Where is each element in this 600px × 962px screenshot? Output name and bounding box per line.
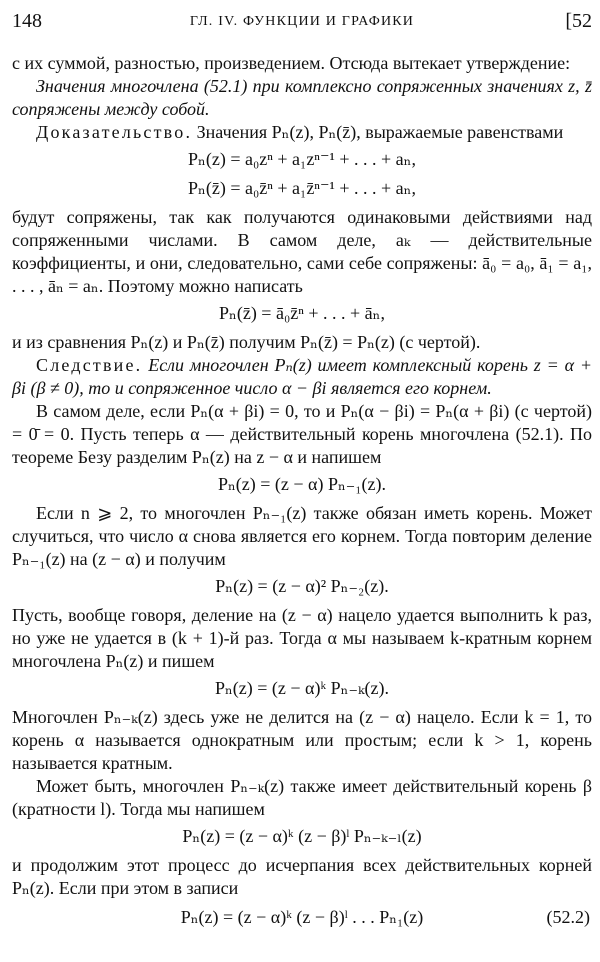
formula: Pₙ(z) = (z − α)ᵏ (z − β)ˡ . . . Pₙ₁(z) xyxy=(180,907,424,927)
corollary-label: Следствие. xyxy=(36,355,143,375)
paragraph: и из сравнения Pₙ(z) и Pₙ(z̄) получим Pₙ(z̄) = Pₙ(z) (с чертой). xyxy=(12,332,481,352)
numbered-formula xyxy=(12,906,592,929)
formula: Pₙ(z̄) = a₀z̄ⁿ + a₁z̄ⁿ⁻¹ + . . . + aₙ, xyxy=(188,178,416,198)
running-head: ГЛ. IV. ФУНКЦИИ И ГРАФИКИ xyxy=(189,14,415,29)
page-header xyxy=(12,10,592,38)
formula: Pₙ(z) = (z − α)ᵏ Pₙ₋ₖ(z). xyxy=(214,678,389,698)
corollary-text: Если многочлен Pₙ(z) имеет комплексный корень z = α + βi (β ≠ 0), то и сопряженное число α − βi является его корнем. xyxy=(12,355,592,398)
paragraph: Многочлен Pₙ₋ₖ(z) здесь уже не делится на (z − α) нацело. Если k = 1, то корень α называется однократным или простым; если k > 1, корень называется кратным. xyxy=(12,707,592,773)
paragraph: и продолжим этот процесс до исчерпания всех действительных корней Pₙ(z). Если при этом в записи xyxy=(12,855,592,898)
paragraph: будут сопряжены, так как получаются одинаковыми действиями над сопряженными числами. В самом деле, aₖ — действительные коэффициенты, и они, следовательно, сами себе сопряжены: ā₀ = a₀, ā₁ = a₁, . . . , āₙ = aₙ. Поэтому можно написать xyxy=(12,207,592,296)
formula: Pₙ(z) = (z − α)ᵏ (z − β)ˡ Pₙ₋ₖ₋ₗ(z) xyxy=(182,826,422,846)
formula: Pₙ(z̄) = ā₀z̄ⁿ + . . . + āₙ, xyxy=(219,303,385,323)
paragraph: с их суммой, разностью, произведением. Отсюда вытекает утверждение: xyxy=(12,53,571,73)
paragraph: Пусть, вообще говоря, деление на (z − α) нацело удается выполнить k раз, но уже не удается в (k + 1)-й раз. Тогда α мы называем k-кратным корнем многочлена Pₙ(z) и пишем xyxy=(12,605,592,671)
proof-text: Значения Pₙ(z), Pₙ(z̄), выражаемые равенствами xyxy=(192,122,564,142)
section-number: [52 xyxy=(565,10,592,32)
equation-number: (52.2) xyxy=(546,907,590,927)
formula: Pₙ(z) = (z − α)² Pₙ₋₂(z). xyxy=(215,576,389,596)
page-number: 148 xyxy=(12,10,42,32)
formula: Pₙ(z) = a₀zⁿ + a₁zⁿ⁻¹ + . . . + aₙ, xyxy=(188,149,416,169)
paragraph: Может быть, многочлен Pₙ₋ₖ(z) также имеет действительный корень β (кратности l). Тогда мы напишем xyxy=(12,776,592,819)
paragraph: В самом деле, если Pₙ(α + βi) = 0, то и Pₙ(α − βi) = Pₙ(α + βi) (с чертой) = 0̄ = 0. Пусть теперь α — действительный корень многочлена (52.1). По теореме Безу разделим Pₙ(z) на z − α и напишем xyxy=(12,401,592,467)
paragraph: Если n ⩾ 2, то многочлен Pₙ₋₁(z) также обязан иметь корень. Может случиться, что число α снова является его корнем. Тогда повторим деление Pₙ₋₁(z) на (z − α) и получим xyxy=(12,503,592,569)
proof-label: Доказательство. xyxy=(36,122,193,142)
formula: Pₙ(z) = (z − α) Pₙ₋₁(z). xyxy=(217,474,387,494)
proof-paragraph xyxy=(12,121,592,144)
page-body xyxy=(12,52,592,935)
corollary-paragraph xyxy=(12,354,592,400)
theorem-statement: Значения многочлена (52.1) при комплексно сопряженных значениях z, z̄ сопряжены между собой. xyxy=(12,76,592,119)
